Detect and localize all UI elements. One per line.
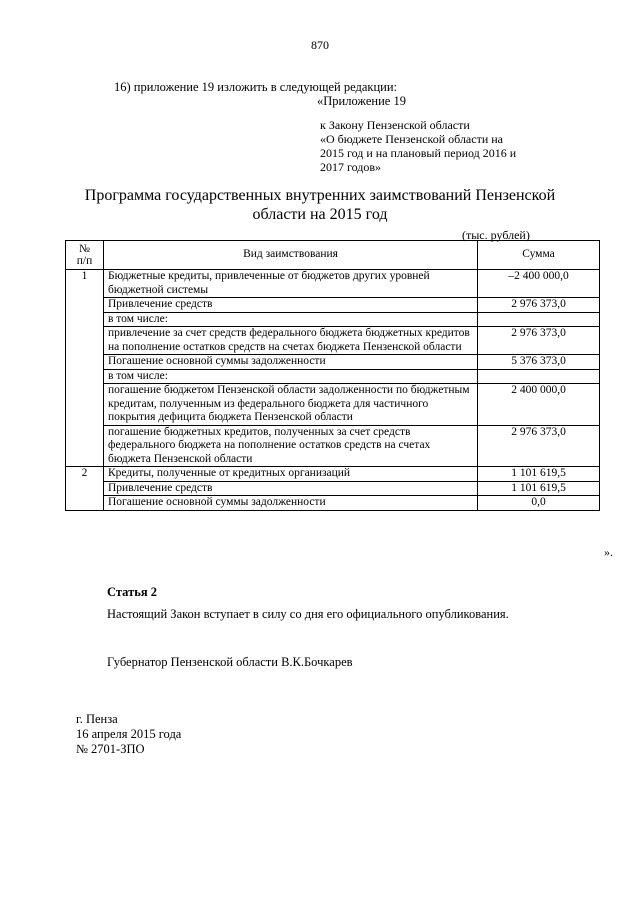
cell-kind: в том числе: [104,312,478,327]
table-row [66,327,600,355]
cell-kind: Погашение основной суммы задолженности [104,496,478,511]
appendix-ref-line: «О бюджете Пензенской области на [320,132,503,146]
cell-sum: 1 101 619,5 [478,467,600,482]
cell-sum: –2 400 000,0 [478,270,600,298]
table-row [66,496,600,511]
cell-sum: 2 976 373,0 [478,298,600,313]
appendix-label: «Приложение 19 [317,94,406,108]
cell-kind: в том числе: [104,369,478,384]
cell-kind: привлечение за счет средств федерального бюджета бюджетных кредитов на пополнение остатков средств на счетах бюджета Пензенской области [104,327,478,355]
table-row [66,298,600,313]
cell-kind: Привлечение средств [104,481,478,496]
appendix-reference [320,118,516,174]
header-num-line2: п/п [76,255,93,267]
header-kind: Вид заимствования [104,241,478,270]
table-row [66,467,600,482]
borrowing-table [65,240,600,511]
appendix-ref-line: 2017 годов» [320,160,382,174]
cell-sum: 2 976 373,0 [478,327,600,355]
units-label: (тыс. рублей) [462,228,530,242]
cell-kind: погашение бюджетных кредитов, полученных за счет средств федерального бюджета на пополнение остатков средств на счетах бюджета Пензенской области [104,425,478,467]
table-row [66,384,600,426]
cell-kind: Кредиты, полученные от кредитных организаций [104,467,478,482]
date-line: 16 апреля 2015 года [76,727,182,741]
cell-kind: Погашение основной суммы задолженности [104,355,478,370]
table-row [66,312,600,327]
table-row [66,369,600,384]
cell-kind: Бюджетные кредиты, привлеченные от бюджетов других уровней бюджетной системы [104,270,478,298]
table-row [66,481,600,496]
table-row [66,355,600,370]
cell-kind: Привлечение средств [104,298,478,313]
page-number: 870 [311,38,329,52]
table-header-row [66,241,600,270]
cell-kind: погашение бюджетом Пензенской области задолженности по бюджетным кредитам, полученным из федерального бюджета для частичного покрытия дефицита бюджета Пензенской области [104,384,478,426]
amendment-intro: 16) приложение 19 изложить в следующей редакции: [114,80,397,94]
document-title [0,186,640,224]
appendix-ref-line: к Закону Пензенской области [320,118,470,132]
law-number-line: № 2701-ЗПО [76,742,145,756]
cell-sum: 5 376 373,0 [478,355,600,370]
header-sum: Сумма [478,241,600,270]
table-row [66,425,600,467]
article-heading: Статья 2 [107,585,157,599]
article-text: Настоящий Закон вступает в силу со дня его официального опубликования. [107,607,509,621]
cell-sum: 1 101 619,5 [478,481,600,496]
table-row [66,270,600,298]
signature-line: Губернатор Пензенской области В.К.Бочкарев [107,655,353,669]
place-date-number [76,712,181,757]
place-line: г. Пенза [76,712,118,726]
cell-sum: 2 976 373,0 [478,425,600,467]
cell-num: 2 [66,467,104,511]
title-line: Программа государственных внутренних заимствований Пензенской [84,187,556,204]
header-num-line1: № [79,243,90,255]
appendix-ref-line: 2015 год и на плановый период 2016 и [320,146,517,160]
title-line: области на 2015 год [252,206,388,223]
closing-quote: ». [604,545,613,559]
cell-num: 1 [66,270,104,467]
cell-sum: 0,0 [478,496,600,511]
cell-sum [478,312,600,327]
cell-sum: 2 400 000,0 [478,384,600,426]
header-num [66,241,104,270]
cell-sum [478,369,600,384]
